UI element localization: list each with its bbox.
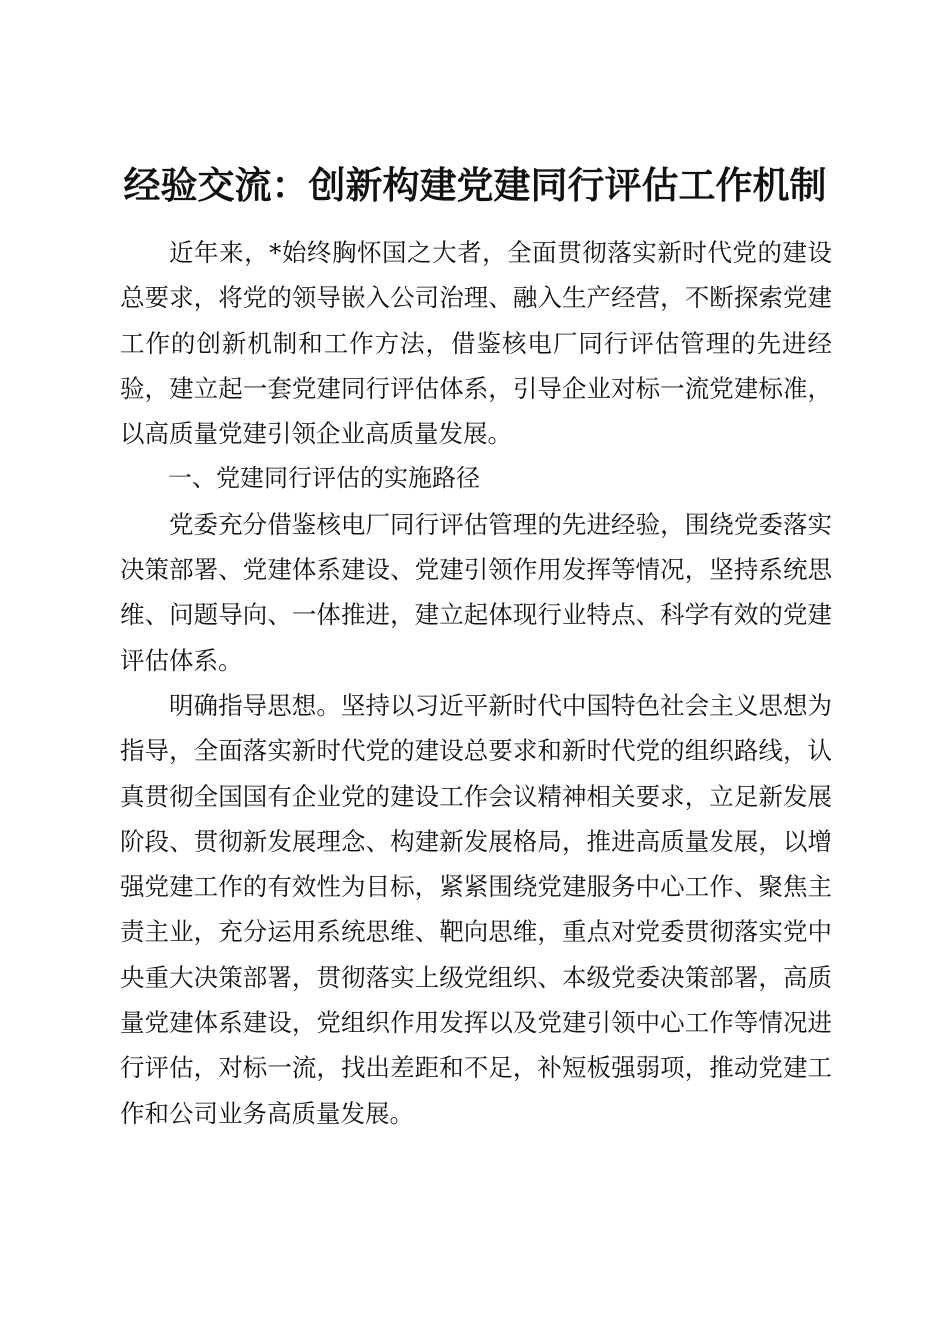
guiding-thought-paragraph: 明确指导思想。坚持以习近平新时代中国特色社会主义思想为指导，全面落实新时代党的建设总要求和新时代党的组织路线，认真贯彻全国国有企业党的建设工作会议精神相关要求，立足新发展阶段、贯彻新发展理念、构建新发展格局，推进高质量发展，以增强党建工作的有效性为目标，紧紧围绕党建服务中心工作、聚焦主责主业，充分运用系统思维、靶向思维，重点对党委贯彻落实党中央重大决策部署，贯彻落实上级党组织、本级党委决策部署，高质量党建体系建设，党组织作用发挥以及党建引领中心工作等情况进行评估，对标一流，找出差距和不足，补短板强弱项，推动党建工作和公司业务高质量发展。 <box>120 690 832 1128</box>
document-title: 经验交流：创新构建党建同行评估工作机制 <box>123 162 827 207</box>
document-body <box>120 230 832 1136</box>
section-heading-implementation-path: 一、党建同行评估的实施路径 <box>168 464 480 493</box>
section-intro-paragraph: 党委充分借鉴核电厂同行评估管理的先进经验，围绕党委落实决策部署、党建体系建设、党建引领作用发挥等情况，坚持系统思维、问题导向、一体推进，建立起体现行业特点、科学有效的党建评估体系。 <box>120 509 832 675</box>
intro-paragraph: 近年来，*始终胸怀国之大者，全面贯彻落实新时代党的建设总要求，将党的领导嵌入公司治理、融入生产经营，不断探索党建工作的创新机制和工作方法，借鉴核电厂同行评估管理的先进经验，建立起一套党建同行评估体系，引导企业对标一流党建标准，以高质量党建引领企业高质量发展。 <box>120 238 832 449</box>
